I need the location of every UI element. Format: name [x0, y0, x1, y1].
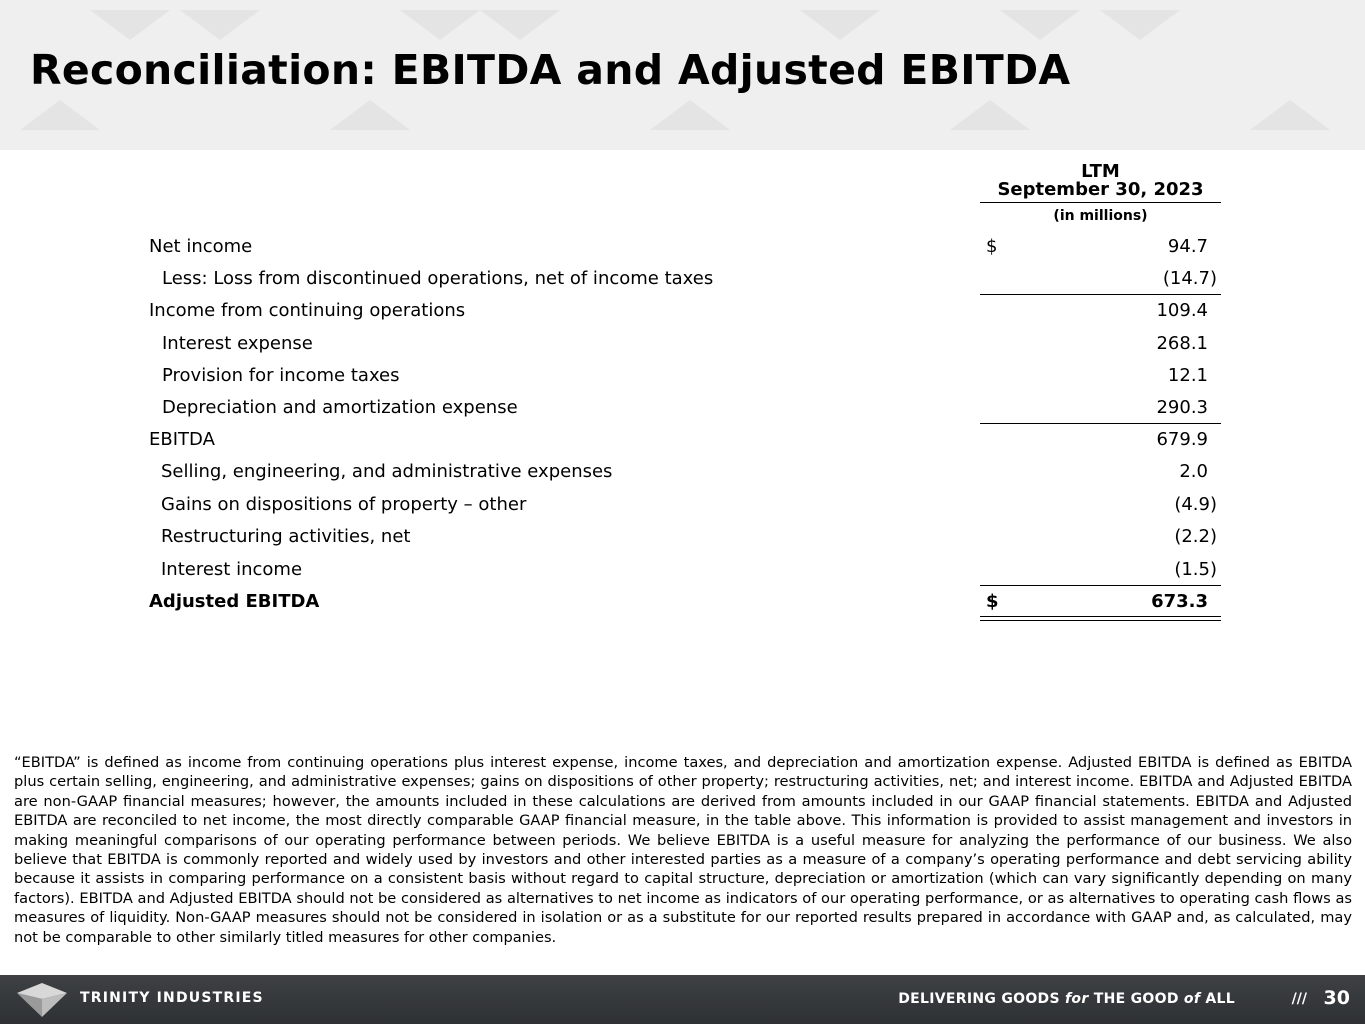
header-banner	[0, 0, 1365, 150]
row-value-depreciation: 290.3	[1156, 397, 1208, 418]
row-value-discontinued-ops: (14.7)	[1162, 268, 1217, 289]
subtotal-rule	[980, 423, 1221, 424]
trinity-logo-icon	[15, 981, 69, 1019]
row-value-interest-expense: 268.1	[1156, 333, 1208, 354]
reconciliation-table	[0, 150, 1365, 630]
row-label-interest-income: Interest income	[161, 559, 303, 580]
total-double-rule-bottom	[980, 620, 1221, 621]
row-value-adjusted-ebitda: 673.3	[1151, 591, 1208, 612]
row-label-discontinued-ops: Less: Loss from discontinued operations, net of income taxes	[162, 268, 714, 289]
row-label-property-gains: Gains on dispositions of property – other	[161, 494, 527, 515]
row-label-continuing-ops: Income from continuing operations	[149, 300, 466, 321]
row-label-sea-expenses: Selling, engineering, and administrative expenses	[161, 461, 613, 482]
row-label-ebitda: EBITDA	[149, 429, 215, 450]
total-double-rule-top	[980, 616, 1221, 617]
row-value-sea-expenses: 2.0	[1179, 461, 1208, 482]
row-label-restructuring: Restructuring activities, net	[161, 526, 411, 547]
subtotal-rule	[980, 294, 1221, 295]
footer-tagline: DELIVERING GOODS for THE GOOD of ALL	[898, 991, 1235, 1007]
row-value-property-gains: (4.9)	[1174, 494, 1217, 515]
row-label-interest-expense: Interest expense	[162, 333, 313, 354]
units-label: (in millions)	[1053, 208, 1148, 224]
row-label-net-income: Net income	[149, 236, 253, 257]
column-header-date: September 30, 2023	[997, 179, 1204, 200]
row-label-income-taxes: Provision for income taxes	[162, 365, 400, 386]
row-value-restructuring: (2.2)	[1174, 526, 1217, 547]
row-value-income-taxes: 12.1	[1167, 365, 1208, 386]
column-header-period: LTM	[1081, 161, 1120, 182]
footer-slashes: ///	[1291, 991, 1307, 1007]
footer-bar	[0, 975, 1365, 1024]
subtotal-rule	[980, 585, 1221, 586]
header-underline	[980, 202, 1221, 203]
row-currency-net-income: $	[986, 236, 998, 257]
ebitda-definition-footnote: “EBITDA” is defined as income from continuing operations plus interest expense, income taxes, and depreciation and amortization expense. Adjusted EBITDA is defined as EBITDA plus certain selling, engineering, and administrative expenses; gains on dispositions of other property; restructuring activities, net; and interest income. EBITDA and Adjusted EBITDA are non-GAAP financial measures; however, the amounts included in these calculations are derived from amounts included in our GAAP financial statements. EBITDA and Adjusted EBITDA are reconciled to net income, the most directly comparable GAAP financial measure, in the table above. This information is provided to assist management and investors in making meaningful comparisons of our operating performance between periods. We believe EBITDA is a useful measure for analyzing the performance of our business. We also believe that EBITDA is commonly reported and widely used by investors and other interested parties as a measure of a company’s operating performance and debt servicing ability because it assists in comparing performance on a consistent basis without regard to capital structure, depreciation or amortization (which can vary significantly depending on many factors). EBITDA and Adjusted EBITDA should not be considered as alternatives to net income as indicators of our operating performance, or as alternatives to operating cash flows as measures of liquidity. Non-GAAP measures should not be considered in isolation or as a substitute for our reported results prepared in accordance with GAAP and, as calculated, may not be comparable to other similarly titled measures for other companies.	[14, 754, 1352, 946]
row-value-ebitda: 679.9	[1156, 429, 1208, 450]
page-title: Reconciliation: EBITDA and Adjusted EBITDA	[30, 46, 1071, 94]
row-value-net-income: 94.7	[1167, 236, 1208, 257]
row-currency-adjusted-ebitda: $	[986, 591, 999, 612]
row-label-depreciation: Depreciation and amortization expense	[162, 397, 518, 418]
row-value-continuing-ops: 109.4	[1156, 300, 1208, 321]
brand-name: TRINITY INDUSTRIES	[80, 990, 264, 1006]
page-number: 30	[1323, 987, 1350, 1009]
row-label-adjusted-ebitda: Adjusted EBITDA	[149, 591, 320, 612]
row-value-interest-income: (1.5)	[1174, 559, 1217, 580]
